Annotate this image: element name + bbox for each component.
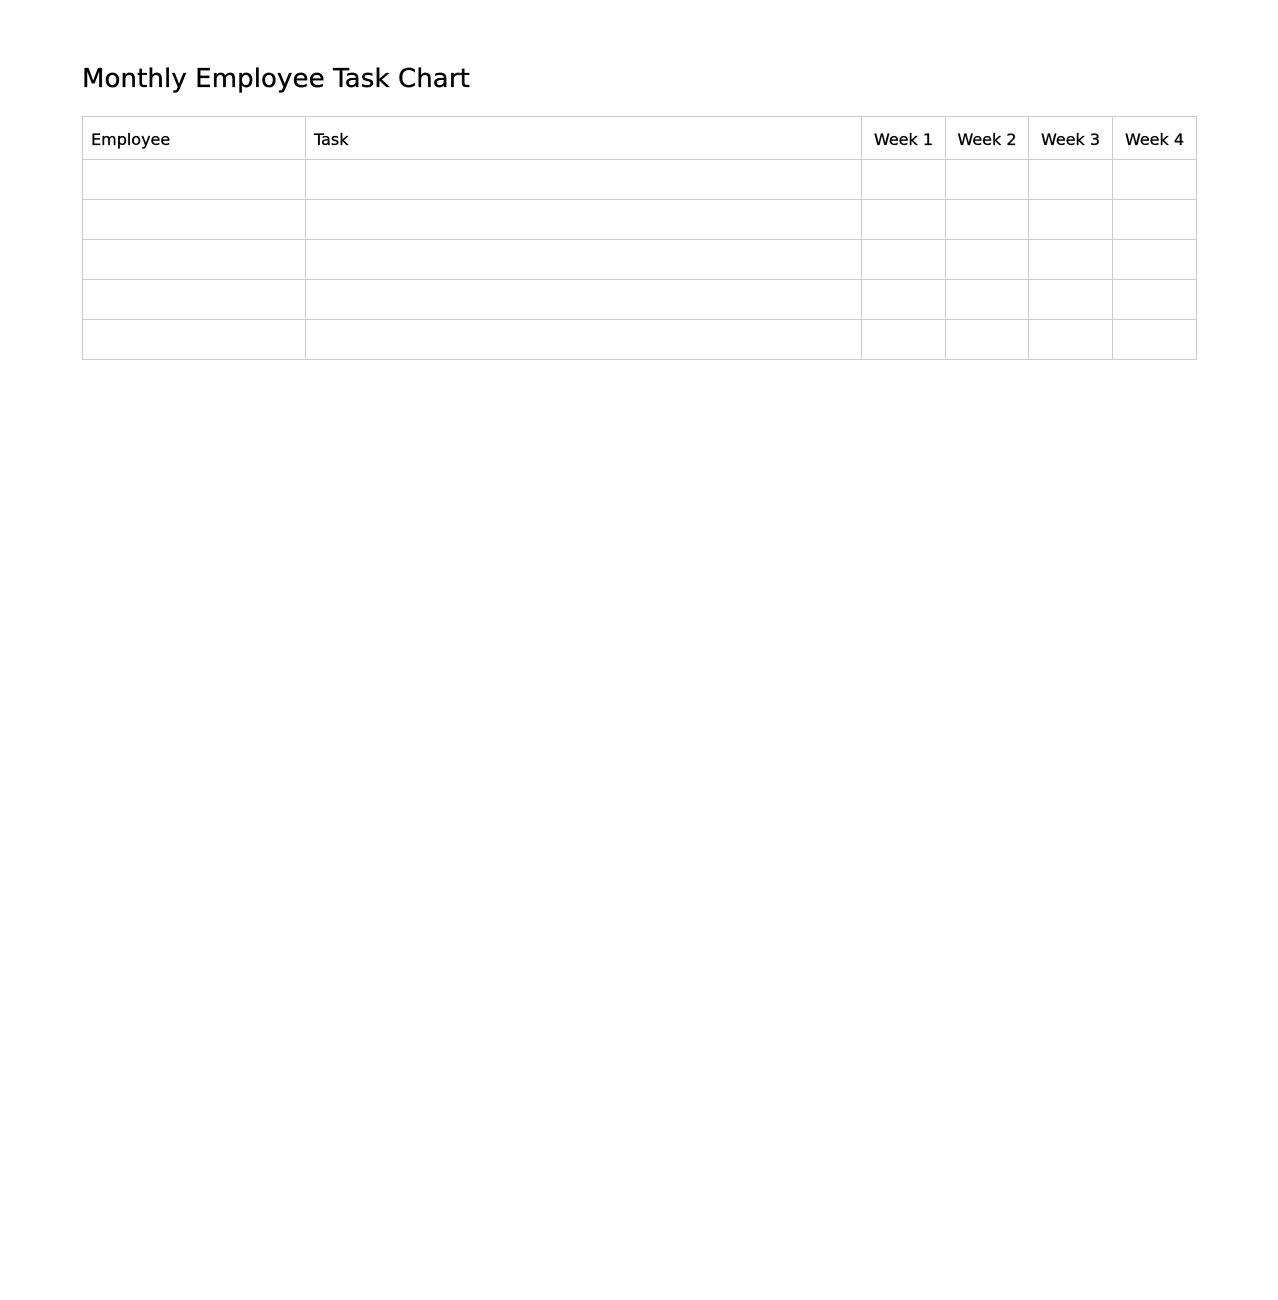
cell-task bbox=[306, 280, 862, 320]
cell-week-1 bbox=[862, 280, 946, 320]
cell-employee bbox=[83, 240, 306, 280]
column-header-employee: Employee bbox=[83, 117, 306, 160]
cell-employee bbox=[83, 160, 306, 200]
column-header-week-4: Week 4 bbox=[1113, 117, 1197, 160]
cell-week-3 bbox=[1029, 240, 1113, 280]
cell-week-4 bbox=[1113, 240, 1197, 280]
column-header-week-1: Week 1 bbox=[862, 117, 946, 160]
table-row bbox=[83, 280, 1197, 320]
cell-week-3 bbox=[1029, 320, 1113, 360]
cell-week-4 bbox=[1113, 160, 1197, 200]
cell-week-1 bbox=[862, 160, 946, 200]
header-row bbox=[83, 117, 1197, 160]
table-row bbox=[83, 200, 1197, 240]
column-header-week-2: Week 2 bbox=[946, 117, 1029, 160]
cell-week-2 bbox=[946, 200, 1029, 240]
cell-week-3 bbox=[1029, 160, 1113, 200]
cell-task bbox=[306, 200, 862, 240]
cell-task bbox=[306, 320, 862, 360]
cell-week-1 bbox=[862, 320, 946, 360]
column-header-week-3: Week 3 bbox=[1029, 117, 1113, 160]
task-table bbox=[82, 116, 1197, 360]
table-row bbox=[83, 320, 1197, 360]
table-row bbox=[83, 240, 1197, 280]
cell-week-3 bbox=[1029, 200, 1113, 240]
cell-week-4 bbox=[1113, 320, 1197, 360]
cell-employee bbox=[83, 320, 306, 360]
cell-week-4 bbox=[1113, 280, 1197, 320]
column-header-task: Task bbox=[306, 117, 862, 160]
cell-task bbox=[306, 240, 862, 280]
table-body bbox=[83, 160, 1197, 360]
cell-task bbox=[306, 160, 862, 200]
cell-week-2 bbox=[946, 160, 1029, 200]
cell-week-2 bbox=[946, 240, 1029, 280]
table-row bbox=[83, 160, 1197, 200]
page-title: Monthly Employee Task Chart bbox=[82, 64, 470, 94]
table-header bbox=[83, 117, 1197, 160]
cell-employee bbox=[83, 200, 306, 240]
cell-week-4 bbox=[1113, 200, 1197, 240]
cell-employee bbox=[83, 280, 306, 320]
cell-week-2 bbox=[946, 320, 1029, 360]
cell-week-3 bbox=[1029, 280, 1113, 320]
cell-week-2 bbox=[946, 280, 1029, 320]
cell-week-1 bbox=[862, 240, 946, 280]
cell-week-1 bbox=[862, 200, 946, 240]
